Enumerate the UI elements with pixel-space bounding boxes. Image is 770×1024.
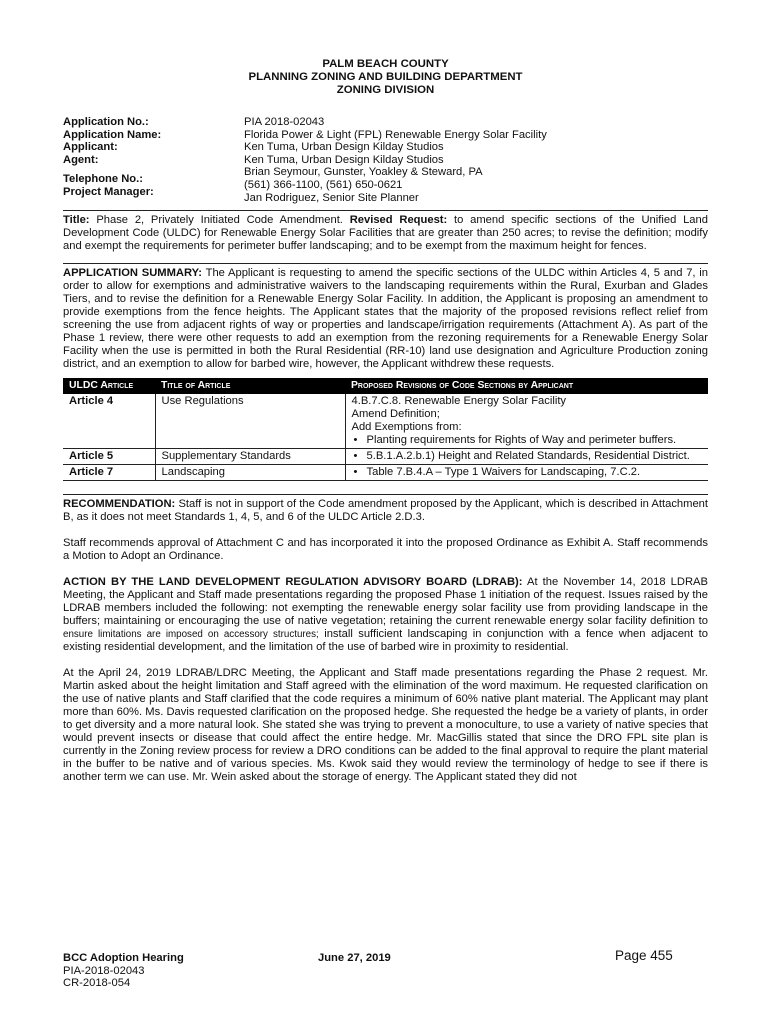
application-info: [63, 116, 708, 204]
application-summary: [63, 263, 708, 371]
row-revisions: [345, 394, 708, 449]
ldrab-action-small-text: ensure limitations are imposed on accessory structures;: [63, 629, 319, 641]
table-row: [63, 465, 708, 481]
recommendation-section: [63, 494, 708, 524]
applicant-label: Applicant:: [63, 141, 118, 154]
revision-bullet: • Table 7.B.4.A – Type 1 Waivers for Landscaping, 7.C.2.: [352, 466, 703, 479]
table-row: [63, 394, 708, 449]
county-heading: PALM BEACH COUNTY: [322, 58, 449, 70]
row-title: Supplementary Standards: [155, 449, 345, 465]
application-name-label: Application Name:: [63, 128, 162, 141]
revision-line: Add Exemptions from:: [351, 421, 462, 434]
summary-text: The Applicant is requesting to amend the specific sections of the ULDC within Articles 4, 5 and 7, in order to allow for exemptions and administrative waivers to the landscaping requirements within the Rural, Exurban and Glades Tiers, and to revise the definition for a Renewable Energy Solar Facility. In addition, the Applicant is proposing an amendment to provide exemptions from the fence heights. The Applicant states that the majority of the proposed revisions reflect relief from screening the use from adjacent rights of way or properties and landscape/irrigation requirements (Attachment A). As part of the Phase 1 review, there were other requests to add an exemption from the rezoning requirements for a Renewable Energy Solar Facility when the use is permitted in both the Rural Residential (RR-10) land use designation and Agriculture Production zoning district, and an exemption to allow for barbed wire, however, the Applicant withdrew these requests.: [63, 267, 708, 371]
document-page: [63, 0, 708, 784]
application-no-value: PIA 2018-02043: [244, 116, 325, 128]
revisions-table: [63, 378, 708, 481]
revision-line: Amend Definition;: [351, 408, 440, 421]
header-proposed-revisions: Proposed Revisions of Code Sections by Applicant: [345, 378, 708, 394]
header-uldc-article: ULDC Article: [63, 378, 155, 394]
table-header-row: [63, 378, 708, 394]
telephone-value: (561) 366-1100, (561) 650-0621: [244, 178, 403, 191]
application-name-value: Florida Power & Light (FPL) Renewable Energy Solar Facility: [244, 128, 547, 141]
applicant-value: Ken Tuma, Urban Design Kilday Studios: [244, 141, 444, 154]
row-article: Article 7: [63, 465, 155, 481]
header-title-of-article: Title of Article: [155, 378, 345, 394]
ldrab-action-text: At the November 14, 2018 LDRAB Meeting, the Applicant and Staff made presentations regarding the proposed Phase 1 initiation of the request. Issues raised by the LDRAB members included the following: not exempting the renewable energy solar facility use from providing landscape in the buffers; maintaining or encouraging the use of native vegetation; retaining the current renewable energy solar facility definition to: [63, 576, 708, 628]
title-text: Phase 2, Privately Initiated Code Amendment.: [96, 214, 343, 227]
recommendation-label: RECOMMENDATION:: [63, 498, 176, 511]
ldrab-action-text-cont: install sufficient landscaping in conjunction with a fence when adjacent to existing residential development, and the limitation of the use of barbed wire in proximity to residential.: [63, 628, 709, 654]
telephone-label: Telephone No.:: [63, 173, 143, 186]
footer-pia: PIA-2018-02043: [63, 964, 145, 977]
summary-label: APPLICATION SUMMARY:: [63, 267, 203, 280]
row-article: Article 5: [63, 449, 155, 465]
revision-bullet: • Planting requirements for Rights of Way and perimeter buffers.: [352, 434, 703, 447]
row-title: Landscaping: [155, 465, 345, 481]
project-manager-label: Project Manager:: [63, 185, 154, 198]
ldrab-action-section: [63, 576, 708, 654]
revision-bullet: • 5.B.1.A.2.b.1) Height and Related Standards, Residential District.: [352, 450, 703, 463]
project-manager-value: Jan Rodriguez, Senior Site Planner: [244, 191, 419, 204]
agent-value-1: Ken Tuma, Urban Design Kilday Studios: [244, 153, 444, 166]
revision-line: 4.B.7.C.8. Renewable Energy Solar Facility: [351, 395, 567, 408]
agent-value-2: Brian Seymour, Gunster, Yoakley & Steward, PA: [244, 166, 483, 179]
revised-request-label: Revised Request:: [349, 214, 448, 227]
application-no-label: Application No.:: [63, 116, 149, 128]
footer-page-number: Page 455: [615, 948, 673, 963]
division-heading: ZONING DIVISION: [336, 84, 435, 96]
row-revisions: [345, 449, 708, 465]
footer-hearing: BCC Adoption Hearing: [63, 952, 184, 964]
ldrab-action-label: ACTION BY THE LAND DEVELOPMENT REGULATION ADVISORY BOARD (LDRAB):: [63, 576, 523, 589]
department-heading: PLANNING ZONING AND BUILDING DEPARTMENT: [248, 71, 523, 83]
row-article: Article 4: [63, 394, 155, 449]
ldrab-april-meeting-paragraph: At the April 24, 2019 LDRAB/LDRC Meeting, the Applicant and Staff made presentations regarding the Phase 2 request. Mr. Martin asked about the height limitation and Staff agreed with the elimination of the word maximum. He requested clarification on the use of native plants and Staff clarified that the code requires a minimum of 60% native plant material. The Applicant may plant more than 60%. Ms. Davis requested clarification on the proposed hedge. She requested the hedge be a variety of plants, in order to get diversity and a more natural look. She stated she was trying to prevent a monoculture, to use a variety of native species that would prevent insects or disease that could affect the entire hedge. Mr. MacGillis stated that since the DRO FPL site plan is currently in the Zoning review process for review a DRO conditions can be added to the final approval to require the plant material in the buffer to be native and of various species. Ms. Kwok said they would review the terminology of hedge to see if there is another term we can use. Mr. Wein asked about the storage of energy. The Applicant stated they did not: [63, 667, 708, 784]
row-title: Use Regulations: [155, 394, 345, 449]
agent-label: Agent:: [63, 153, 99, 166]
row-revisions: [345, 465, 708, 481]
table-row: [63, 449, 708, 465]
footer-cr: CR-2018-054: [63, 977, 131, 990]
title-label: Title:: [63, 214, 90, 227]
footer-date: June 27, 2019: [318, 952, 391, 964]
revised-request-text: to amend specific sections of the Unified Land Development Code (ULDC) for Renewable Energy Solar Facilities that are greater than 250 acres; to revise the definition; modify and exempt the requirements for perimeter buffer landscaping; and to be exempt from the maximum height for fences.: [63, 214, 708, 253]
title-section: [63, 210, 708, 253]
staff-recommendation-paragraph: Staff recommends approval of Attachment C and has incorporated it into the proposed Ordinance as Exhibit A. Staff recommends a Motion to Adopt an Ordinance.: [63, 537, 708, 563]
recommendation-text: Staff is not in support of the Code amendment proposed by the Applicant, which is described in Attachment B, as it does not meet Standards 1, 4, 5, and 6 of the ULDC Article 2.D.3.: [63, 498, 709, 524]
